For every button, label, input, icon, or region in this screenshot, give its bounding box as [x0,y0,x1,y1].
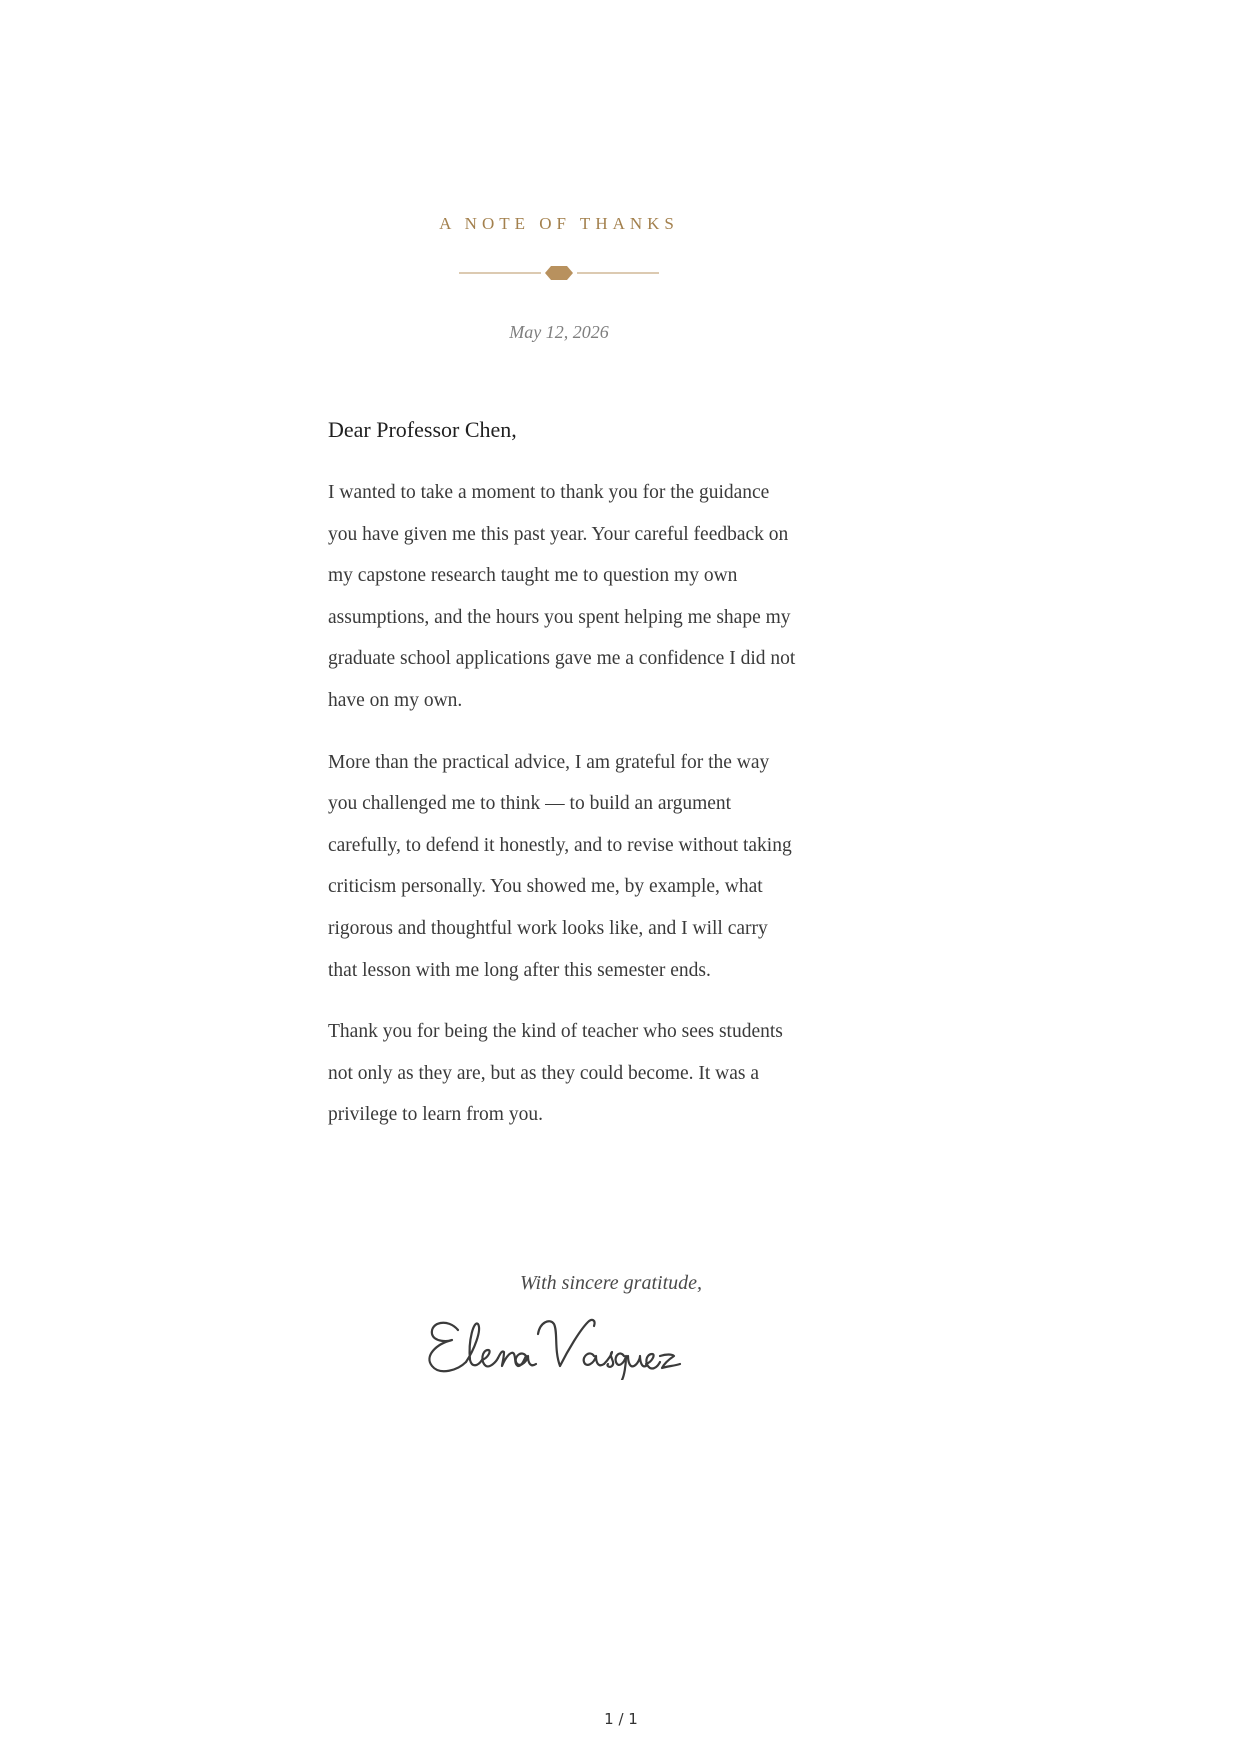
handwritten-signature [418,1300,718,1380]
letter-eyebrow-title: A NOTE OF THANKS [439,214,679,233]
letter-date: May 12, 2026 [509,322,609,342]
letter-paragraph: More than the practical advice, I am grateful for the way you challenged me to think — to build an argument carefully, to defend it honestly, and to revise without taking criticism personally. You showed me, by example, what rigorous and thoughtful work looks like, and I will carry that lesson with me long after this semester ends. [328,751,792,981]
letter-closing: With sincere gratitude, [520,1272,703,1294]
page-number: 1 / 1 [604,1710,638,1728]
letter-body [328,412,798,1156]
letter-paragraph: Thank you for being the kind of teacher who sees students not only as they are, but as they could become. It was a privilege to learn from you. [328,1021,783,1126]
divider-ornament-icon [459,262,659,284]
letter-salutation: Dear Professor Chen, [328,417,517,442]
letter-paragraph: I wanted to take a moment to thank you for the guidance you have given me this past year. Your careful feedback on my capstone research taught me to question my own assumptions, and the hours you spent helping me shape my graduate school applications gave me a confidence I did not have on my own. [328,482,796,711]
